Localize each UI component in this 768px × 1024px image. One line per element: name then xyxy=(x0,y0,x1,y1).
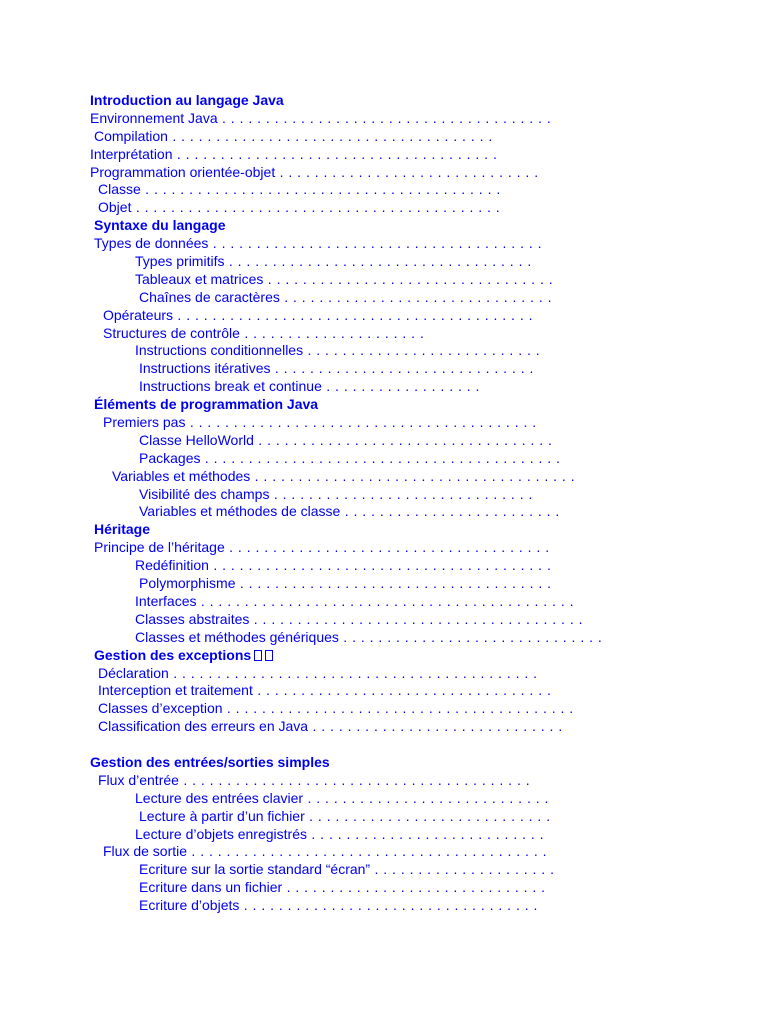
toc-entry[interactable] xyxy=(0,826,768,844)
toc-entry-title: Classes d’exception xyxy=(98,700,223,717)
toc-entry[interactable] xyxy=(0,450,768,468)
toc-entry-title: Introduction au langage Java xyxy=(90,92,284,108)
toc-dot-leader: . . . . . . . . . . . . . . . . . . . . . . . . . . . . . . . xyxy=(279,288,553,305)
toc-entry[interactable] xyxy=(0,790,768,808)
toc-entry-title: Gestion des exceptions xyxy=(94,646,252,663)
toc-dot-leader: . . . . . . . . . . . . . . . . . . . . . . . . . . . . . . . . . . . . . . . . . xyxy=(200,449,561,466)
toc-dot-leader: . . . . . . . . . . . . . . . . . . . . . . . . . . . . . . xyxy=(270,360,534,377)
toc-entry[interactable] xyxy=(0,128,768,146)
toc-entry[interactable] xyxy=(0,199,768,217)
toc-entry[interactable] xyxy=(0,181,768,199)
toc-entry[interactable] xyxy=(0,629,768,647)
toc-section-heading[interactable] xyxy=(0,754,768,772)
toc-entry-title: Ecriture sur la sortie standard “écran” xyxy=(139,861,371,878)
toc-entry-title: Syntaxe du langage xyxy=(94,217,226,234)
toc-entry[interactable] xyxy=(0,307,768,325)
toc-section-heading[interactable] xyxy=(0,92,768,110)
toc-dot-leader: . . . . . . . . . . . . . . . . . . . . . . . . . . . . . . . . . . . . . xyxy=(172,145,498,162)
toc-dot-leader: . . . . . . . . . . . . . . . . . . . . . . . . . . . xyxy=(303,342,541,359)
toc-entry-title: Instructions itératives xyxy=(139,360,271,377)
toc-dot-leader: . . . . . . . . . . . . . . . . . . . . . . . . . . . . . . . . . . . . . . . . . . . xyxy=(196,592,574,609)
toc-entry-title: Objet xyxy=(98,199,132,216)
toc-section-heading[interactable] xyxy=(0,396,768,414)
toc-section-heading[interactable] xyxy=(0,217,768,235)
toc-entry-title: Lecture des entrées clavier xyxy=(135,789,304,806)
toc-entry[interactable] xyxy=(0,110,768,128)
toc-entry[interactable] xyxy=(0,432,768,450)
toc-dot-leader: . . . . . . . . . . . . . . . . . . . . . . . . . . . . . . . . . . . . . . xyxy=(208,235,543,252)
toc-dot-leader: . . . . . . . . . . . . . . . . . . . . . . . . . . . . . . . . . . . . . . . . xyxy=(222,700,574,717)
toc-dot-leader: . . . . . . . . . . . . . . . . . . . . . . . . . . . . . . xyxy=(282,879,546,896)
toc-entry[interactable] xyxy=(0,557,768,575)
toc-entry-title: Interprétation xyxy=(90,145,173,162)
toc-dot-leader: . . . . . . . . . . . . . . . . . . . . . . . . . . . . . . . . . . . . . . . . . xyxy=(140,181,501,198)
toc-entry-title: Instructions break et continue xyxy=(139,378,322,395)
toc-entry-title: Visibilité des champs xyxy=(139,485,270,502)
toc-dot-leader: . . . . . . . . . . . . . . . . . . . . . . . . . . . . . . . . . . . . . . . . . . xyxy=(168,664,538,681)
toc-entry[interactable] xyxy=(0,665,768,683)
toc-entry-title: Héritage xyxy=(94,521,151,538)
toc-entry[interactable] xyxy=(0,861,768,879)
toc-dot-leader: . . . . . . . . . . . . . . . . . . . . . . . . . . . . . . . . . . . . . . . . xyxy=(178,771,531,788)
toc-entry-title: Types primitifs xyxy=(135,253,225,270)
toc-entry[interactable] xyxy=(0,879,768,897)
toc-entry-title: Structures de contrôle xyxy=(103,324,240,341)
toc-entry-title: Instructions conditionnelles xyxy=(135,342,304,359)
toc-dot-leader: . . . . . . . . . . . . . . . . . . . . . . . . . . . . . . . . . . . . . . xyxy=(217,109,552,126)
toc-dot-leader: . . . . . . . . . . . . . . . . . . . . . . . . . xyxy=(340,503,560,520)
toc-entry[interactable] xyxy=(0,503,768,521)
toc-entry-title: Flux d’entrée xyxy=(98,771,179,788)
missing-glyph-icon xyxy=(265,650,273,661)
toc-entry-title: Ecriture dans un fichier xyxy=(139,879,283,896)
toc-dot-leader: . . . . . . . . . . . . . . . . . . . . . . . . . . . . . . . . . . xyxy=(252,682,552,699)
toc-dot-leader: . . . . . . . . . . . . . . . . . . . . . . . . . . . . . . . . . . . . . . xyxy=(249,610,584,627)
toc-entry-title: Lecture à partir d’un fichier xyxy=(139,807,305,824)
toc-entry[interactable] xyxy=(0,682,768,700)
toc-entry-title: Polymorphisme xyxy=(139,575,236,592)
toc-entry-title: Interfaces xyxy=(135,592,197,609)
table-of-contents xyxy=(0,92,768,915)
toc-dot-leader: . . . . . . . . . . . . . . . . . . . . . . . . . . . . . . . . . . . . xyxy=(235,575,552,592)
toc-section-heading[interactable] xyxy=(0,647,768,665)
toc-dot-leader: . . . . . . . . . . . . . . . . . . . . . . . . . . . . xyxy=(303,789,549,806)
toc-entry-title: Redéfinition xyxy=(135,557,209,574)
toc-entry[interactable] xyxy=(0,700,768,718)
toc-dot-leader: . . . . . . . . . . . . . . . . . . . . . . . . . . . . . . xyxy=(338,628,603,645)
toc-entry[interactable] xyxy=(0,772,768,790)
toc-entry[interactable] xyxy=(0,486,768,504)
toc-entry-title: Déclaration xyxy=(98,664,169,681)
toc-entry-title: Classe HelloWorld xyxy=(139,431,254,448)
toc-dot-leader: . . . . . . . . . . . . . . . . . . . . . . . . . . . xyxy=(307,825,545,842)
toc-dot-leader: . . . . . . . . . . . . . . . . . . . . . . . . . . . . xyxy=(304,807,551,824)
toc-dot-leader: . . . . . . . . . . . . . . . . . . . . . . . . . . . . . . . . . . . . . . . xyxy=(208,557,552,574)
toc-entry[interactable] xyxy=(0,808,768,826)
toc-dot-leader: . . . . . . . . . . . . . . . . . . . . . . . . . . . . . . . . . . . . . . . . xyxy=(185,414,537,431)
toc-entry[interactable] xyxy=(0,611,768,629)
toc-section-heading[interactable] xyxy=(0,521,768,539)
toc-entry-title: Packages xyxy=(139,449,201,466)
toc-dot-leader: . . . . . . . . . . . . . . . . . . . . . . . . . . . . . . . . . . . . . xyxy=(224,539,550,556)
toc-dot-leader: . . . . . . . . . . . . . . . . . . . . . . . . . . . . . . . . . . . . . xyxy=(167,127,493,144)
toc-entry[interactable] xyxy=(0,271,768,289)
toc-dot-leader: . . . . . . . . . . . . . . . . . . . . . . . . . . . . . xyxy=(308,718,563,735)
toc-entry-title: Classe xyxy=(98,181,141,198)
toc-dot-leader: . . . . . . . . . . . . . . . . . . . . . . . . . . . . . . xyxy=(275,163,539,180)
toc-entry-title: Types de données xyxy=(94,235,209,252)
toc-entry-title: Environnement Java xyxy=(90,109,218,126)
toc-dot-leader: . . . . . . . . . . . . . . . . . . xyxy=(321,378,480,395)
toc-entry[interactable] xyxy=(0,146,768,164)
toc-entry[interactable] xyxy=(0,414,768,432)
toc-dot-leader: . . . . . . . . . . . . . . . . . . . . . . . . . . . . . . . . . . xyxy=(253,431,553,448)
toc-entry[interactable] xyxy=(0,253,768,271)
toc-entry-title: Variables et méthodes xyxy=(112,467,251,484)
toc-entry-title: Tableaux et matrices xyxy=(135,270,264,287)
toc-dot-leader: . . . . . . . . . . . . . . . . . . . . . . . . . . . . . . . . . . . xyxy=(224,253,532,270)
toc-entry-title: Variables et méthodes de classe xyxy=(139,503,341,520)
toc-entry[interactable] xyxy=(0,718,768,736)
toc-entry[interactable] xyxy=(0,575,768,593)
toc-entry-title: Principe de l’héritage xyxy=(94,539,225,556)
toc-dot-leader: . . . . . . . . . . . . . . . . . . . . . . . . . . . . . . . . . . . . . . . . . xyxy=(173,306,533,323)
toc-entry[interactable] xyxy=(0,897,768,915)
toc-entry[interactable] xyxy=(0,468,768,486)
toc-entry[interactable] xyxy=(0,325,768,343)
toc-dot-leader: . . . . . . . . . . . . . . . . . . . . . . . . . . . . . . . . . xyxy=(263,270,554,287)
toc-entry-title: Compilation xyxy=(94,127,168,144)
toc-entry[interactable] xyxy=(0,289,768,307)
toc-entry[interactable] xyxy=(0,378,768,396)
toc-entry-title: Éléments de programmation Java xyxy=(94,396,319,413)
toc-entry[interactable] xyxy=(0,593,768,611)
toc-entry[interactable] xyxy=(0,843,768,861)
toc-entry-title: Classes et méthodes génériques xyxy=(135,628,339,645)
toc-entry-title: Lecture d’objets enregistrés xyxy=(135,825,307,842)
toc-dot-leader: . . . . . . . . . . . . . . . . . . . . . xyxy=(239,324,425,341)
missing-glyph-icon xyxy=(254,650,262,661)
toc-entry-title: Chaînes de caractères xyxy=(139,288,280,305)
toc-entry-title: Interception et traitement xyxy=(98,682,253,699)
toc-dot-leader: . . . . . . . . . . . . . . . . . . . . . . . . . . . . . . . . . . . . . . . . . xyxy=(187,843,547,860)
toc-entry[interactable] xyxy=(0,235,768,253)
toc-entry-title: Classes abstraites xyxy=(135,610,250,627)
toc-entry-title: Opérateurs xyxy=(103,306,174,323)
toc-entry-title: Gestion des entrées/sorties simples xyxy=(90,753,330,770)
toc-spacer xyxy=(0,736,768,754)
toc-entry-title: Classification des erreurs en Java xyxy=(98,718,309,735)
toc-dot-leader: . . . . . . . . . . . . . . . . . . . . . . . . . . . . . . . . . . xyxy=(239,897,538,914)
toc-entry-title: Premiers pas xyxy=(103,414,186,431)
toc-entry[interactable] xyxy=(0,360,768,378)
toc-entry[interactable] xyxy=(0,164,768,182)
toc-entry[interactable] xyxy=(0,539,768,557)
toc-entry-title: Ecriture d’objets xyxy=(139,897,240,914)
toc-dot-leader: . . . . . . . . . . . . . . . . . . . . . . . . . . . . . . xyxy=(269,485,533,502)
toc-dot-leader: . . . . . . . . . . . . . . . . . . . . . . . . . . . . . . . . . . . . . . . . . . xyxy=(131,199,501,216)
toc-entry[interactable] xyxy=(0,342,768,360)
toc-dot-leader: . . . . . . . . . . . . . . . . . . . . . . . . . . . . . . . . . . . . . xyxy=(250,467,576,484)
toc-entry-title: Flux de sortie xyxy=(103,843,188,860)
toc-entry-title: Programmation orientée-objet xyxy=(90,163,276,180)
toc-dot-leader: . . . . . . . . . . . . . . . . . . . . . xyxy=(370,861,555,878)
